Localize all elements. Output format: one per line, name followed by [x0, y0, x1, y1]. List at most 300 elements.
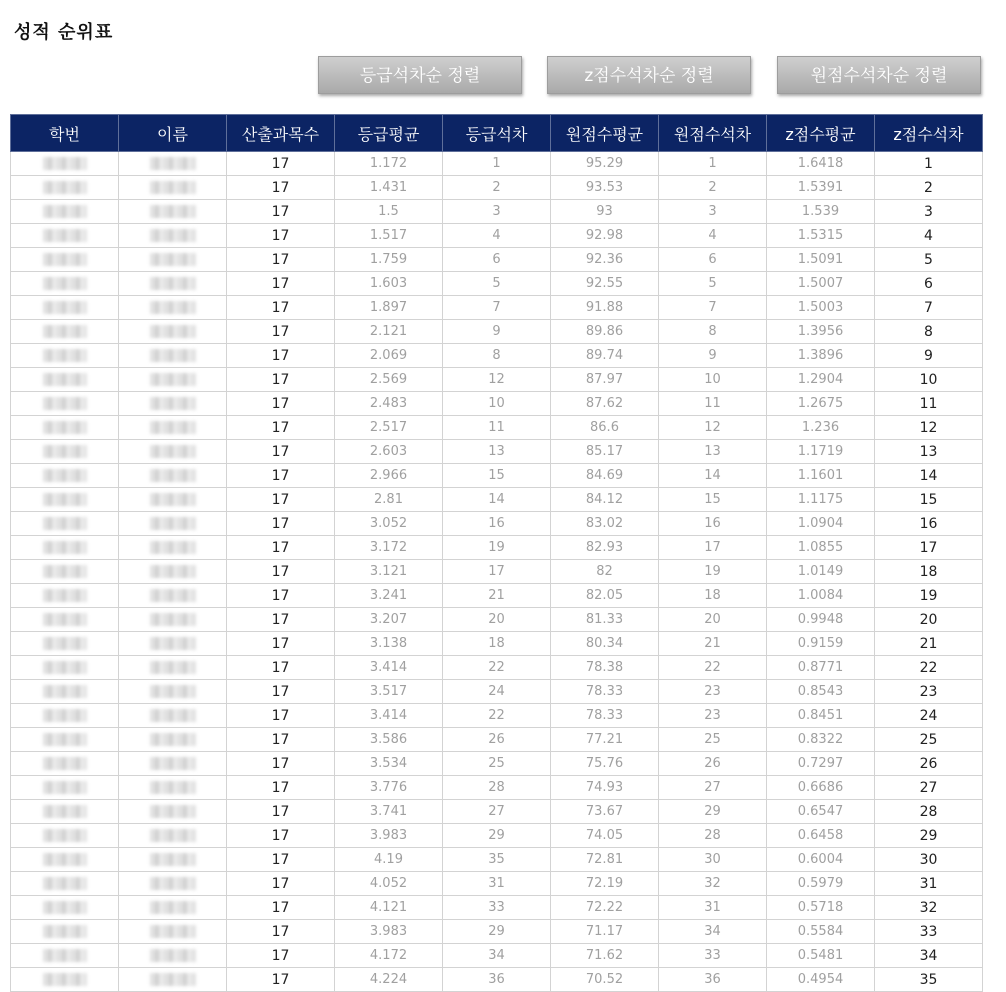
redacted-student-id	[43, 949, 87, 962]
table-row	[11, 536, 983, 560]
redacted-name	[150, 709, 196, 722]
redacted-name	[150, 685, 196, 698]
table-row	[11, 464, 983, 488]
redacted-name	[150, 469, 196, 482]
cell-grade-rank: 1	[443, 152, 551, 176]
cell-name-redacted	[119, 680, 227, 704]
cell-student-id-redacted	[11, 248, 119, 272]
cell-grade-average: 3.207	[335, 608, 443, 632]
cell-raw-average: 80.34	[551, 632, 659, 656]
cell-raw-rank: 23	[659, 704, 767, 728]
header-raw-average: 원점수평균	[551, 115, 659, 152]
redacted-name	[150, 493, 196, 506]
cell-grade-rank: 8	[443, 344, 551, 368]
cell-student-id-redacted	[11, 200, 119, 224]
cell-z-average: 0.5584	[767, 920, 875, 944]
cell-raw-rank: 8	[659, 320, 767, 344]
redacted-student-id	[43, 397, 87, 410]
cell-raw-average: 84.69	[551, 464, 659, 488]
table-row	[11, 416, 983, 440]
redacted-student-id	[43, 925, 87, 938]
cell-raw-average: 82.05	[551, 584, 659, 608]
cell-z-average: 1.0084	[767, 584, 875, 608]
cell-subject-count: 17	[227, 656, 335, 680]
cell-z-average: 0.5979	[767, 872, 875, 896]
cell-raw-average: 92.55	[551, 272, 659, 296]
cell-grade-average: 1.517	[335, 224, 443, 248]
cell-subject-count: 17	[227, 368, 335, 392]
redacted-student-id	[43, 613, 87, 626]
cell-raw-rank: 17	[659, 536, 767, 560]
cell-student-id-redacted	[11, 848, 119, 872]
header-student-id: 학번	[11, 115, 119, 152]
cell-name-redacted	[119, 944, 227, 968]
table-row	[11, 512, 983, 536]
cell-raw-average: 91.88	[551, 296, 659, 320]
cell-z-rank: 32	[875, 896, 983, 920]
cell-grade-rank: 6	[443, 248, 551, 272]
redacted-student-id	[43, 325, 87, 338]
cell-raw-rank: 15	[659, 488, 767, 512]
cell-grade-average: 2.966	[335, 464, 443, 488]
cell-subject-count: 17	[227, 536, 335, 560]
redacted-student-id	[43, 181, 87, 194]
cell-grade-average: 3.241	[335, 584, 443, 608]
cell-subject-count: 17	[227, 896, 335, 920]
cell-grade-average: 2.517	[335, 416, 443, 440]
cell-subject-count: 17	[227, 944, 335, 968]
cell-raw-rank: 19	[659, 560, 767, 584]
redacted-name	[150, 637, 196, 650]
cell-subject-count: 17	[227, 584, 335, 608]
cell-z-average: 1.1719	[767, 440, 875, 464]
cell-raw-rank: 6	[659, 248, 767, 272]
cell-student-id-redacted	[11, 464, 119, 488]
redacted-name	[150, 325, 196, 338]
cell-name-redacted	[119, 608, 227, 632]
cell-grade-average: 2.81	[335, 488, 443, 512]
cell-raw-rank: 26	[659, 752, 767, 776]
table-row	[11, 248, 983, 272]
redacted-student-id	[43, 421, 87, 434]
redacted-name	[150, 589, 196, 602]
redacted-name	[150, 829, 196, 842]
redacted-student-id	[43, 637, 87, 650]
redacted-student-id	[43, 565, 87, 578]
cell-grade-average: 3.586	[335, 728, 443, 752]
header-z-rank: z점수석차	[875, 115, 983, 152]
cell-z-average: 1.236	[767, 416, 875, 440]
table-row	[11, 608, 983, 632]
cell-name-redacted	[119, 272, 227, 296]
cell-subject-count: 17	[227, 872, 335, 896]
cell-name-redacted	[119, 512, 227, 536]
cell-grade-rank: 35	[443, 848, 551, 872]
redacted-student-id	[43, 349, 87, 362]
cell-subject-count: 17	[227, 800, 335, 824]
redacted-student-id	[43, 829, 87, 842]
cell-student-id-redacted	[11, 896, 119, 920]
redacted-student-id	[43, 709, 87, 722]
cell-z-average: 0.9159	[767, 632, 875, 656]
cell-grade-average: 3.776	[335, 776, 443, 800]
cell-raw-average: 87.62	[551, 392, 659, 416]
cell-subject-count: 17	[227, 680, 335, 704]
cell-z-average: 1.5391	[767, 176, 875, 200]
table-row	[11, 344, 983, 368]
cell-student-id-redacted	[11, 704, 119, 728]
cell-z-rank: 24	[875, 704, 983, 728]
cell-grade-rank: 15	[443, 464, 551, 488]
cell-z-average: 0.8543	[767, 680, 875, 704]
cell-z-rank: 28	[875, 800, 983, 824]
cell-raw-rank: 21	[659, 632, 767, 656]
cell-z-rank: 19	[875, 584, 983, 608]
cell-raw-rank: 31	[659, 896, 767, 920]
table-row	[11, 752, 983, 776]
redacted-student-id	[43, 493, 87, 506]
cell-name-redacted	[119, 728, 227, 752]
cell-name-redacted	[119, 320, 227, 344]
cell-grade-rank: 12	[443, 368, 551, 392]
cell-grade-average: 3.534	[335, 752, 443, 776]
table-row	[11, 272, 983, 296]
cell-grade-average: 3.138	[335, 632, 443, 656]
cell-name-redacted	[119, 584, 227, 608]
cell-raw-average: 74.93	[551, 776, 659, 800]
table-row	[11, 680, 983, 704]
cell-raw-average: 71.62	[551, 944, 659, 968]
cell-z-average: 0.5718	[767, 896, 875, 920]
cell-grade-average: 3.052	[335, 512, 443, 536]
cell-raw-average: 85.17	[551, 440, 659, 464]
redacted-student-id	[43, 445, 87, 458]
redacted-student-id	[43, 589, 87, 602]
cell-z-average: 1.1601	[767, 464, 875, 488]
cell-raw-rank: 13	[659, 440, 767, 464]
cell-raw-rank: 34	[659, 920, 767, 944]
cell-grade-average: 2.483	[335, 392, 443, 416]
cell-raw-average: 92.36	[551, 248, 659, 272]
cell-subject-count: 17	[227, 152, 335, 176]
cell-grade-rank: 26	[443, 728, 551, 752]
redacted-name	[150, 301, 196, 314]
redacted-name	[150, 541, 196, 554]
redacted-student-id	[43, 253, 87, 266]
cell-raw-rank: 27	[659, 776, 767, 800]
page-title: 성적 순위표	[14, 22, 114, 43]
table-body	[11, 152, 983, 992]
cell-name-redacted	[119, 200, 227, 224]
cell-subject-count: 17	[227, 824, 335, 848]
cell-subject-count: 17	[227, 272, 335, 296]
cell-raw-rank: 3	[659, 200, 767, 224]
cell-z-rank: 8	[875, 320, 983, 344]
cell-grade-average: 3.983	[335, 920, 443, 944]
cell-z-average: 1.6418	[767, 152, 875, 176]
cell-raw-average: 78.33	[551, 704, 659, 728]
cell-student-id-redacted	[11, 536, 119, 560]
cell-student-id-redacted	[11, 416, 119, 440]
redacted-name	[150, 229, 196, 242]
cell-grade-rank: 21	[443, 584, 551, 608]
cell-grade-average: 1.172	[335, 152, 443, 176]
cell-z-average: 1.5003	[767, 296, 875, 320]
cell-z-rank: 16	[875, 512, 983, 536]
table-row	[11, 704, 983, 728]
redacted-name	[150, 925, 196, 938]
cell-raw-average: 83.02	[551, 512, 659, 536]
cell-z-rank: 25	[875, 728, 983, 752]
redacted-student-id	[43, 469, 87, 482]
redacted-name	[150, 157, 196, 170]
cell-z-rank: 29	[875, 824, 983, 848]
cell-grade-rank: 5	[443, 272, 551, 296]
cell-raw-rank: 25	[659, 728, 767, 752]
cell-grade-average: 2.603	[335, 440, 443, 464]
cell-grade-rank: 25	[443, 752, 551, 776]
cell-subject-count: 17	[227, 632, 335, 656]
cell-grade-rank: 29	[443, 824, 551, 848]
redacted-student-id	[43, 853, 87, 866]
redacted-name	[150, 661, 196, 674]
cell-name-redacted	[119, 920, 227, 944]
cell-name-redacted	[119, 464, 227, 488]
cell-grade-average: 3.121	[335, 560, 443, 584]
cell-grade-average: 2.069	[335, 344, 443, 368]
cell-z-rank: 10	[875, 368, 983, 392]
cell-raw-rank: 29	[659, 800, 767, 824]
cell-raw-rank: 11	[659, 392, 767, 416]
cell-grade-rank: 4	[443, 224, 551, 248]
cell-raw-average: 82	[551, 560, 659, 584]
cell-student-id-redacted	[11, 728, 119, 752]
cell-z-rank: 34	[875, 944, 983, 968]
table-row	[11, 176, 983, 200]
cell-grade-average: 4.19	[335, 848, 443, 872]
cell-name-redacted	[119, 800, 227, 824]
cell-subject-count: 17	[227, 848, 335, 872]
cell-raw-rank: 14	[659, 464, 767, 488]
redacted-name	[150, 181, 196, 194]
cell-name-redacted	[119, 536, 227, 560]
table-row	[11, 392, 983, 416]
cell-student-id-redacted	[11, 872, 119, 896]
table-row	[11, 440, 983, 464]
cell-subject-count: 17	[227, 512, 335, 536]
cell-student-id-redacted	[11, 272, 119, 296]
table-row	[11, 872, 983, 896]
table-row	[11, 200, 983, 224]
redacted-name	[150, 853, 196, 866]
cell-z-average: 1.5007	[767, 272, 875, 296]
cell-student-id-redacted	[11, 584, 119, 608]
table-row	[11, 896, 983, 920]
cell-raw-average: 78.33	[551, 680, 659, 704]
cell-raw-rank: 36	[659, 968, 767, 992]
table-row	[11, 152, 983, 176]
cell-grade-rank: 19	[443, 536, 551, 560]
cell-grade-average: 4.052	[335, 872, 443, 896]
cell-raw-average: 71.17	[551, 920, 659, 944]
table-row	[11, 656, 983, 680]
cell-name-redacted	[119, 560, 227, 584]
redacted-name	[150, 613, 196, 626]
cell-z-average: 1.1175	[767, 488, 875, 512]
cell-z-average: 1.539	[767, 200, 875, 224]
cell-name-redacted	[119, 776, 227, 800]
cell-raw-average: 84.12	[551, 488, 659, 512]
cell-grade-average: 2.121	[335, 320, 443, 344]
cell-raw-rank: 1	[659, 152, 767, 176]
sort-by-raw-rank-button[interactable]: 원점수석차순 정렬	[777, 56, 981, 94]
cell-z-average: 1.0855	[767, 536, 875, 560]
cell-student-id-redacted	[11, 368, 119, 392]
cell-grade-rank: 9	[443, 320, 551, 344]
cell-subject-count: 17	[227, 488, 335, 512]
cell-name-redacted	[119, 344, 227, 368]
cell-z-rank: 7	[875, 296, 983, 320]
cell-student-id-redacted	[11, 560, 119, 584]
cell-student-id-redacted	[11, 176, 119, 200]
table-row	[11, 824, 983, 848]
cell-grade-rank: 20	[443, 608, 551, 632]
cell-name-redacted	[119, 896, 227, 920]
cell-name-redacted	[119, 704, 227, 728]
cell-z-average: 0.7297	[767, 752, 875, 776]
cell-z-rank: 18	[875, 560, 983, 584]
cell-name-redacted	[119, 488, 227, 512]
cell-raw-rank: 9	[659, 344, 767, 368]
cell-subject-count: 17	[227, 608, 335, 632]
cell-grade-rank: 3	[443, 200, 551, 224]
cell-z-average: 1.2904	[767, 368, 875, 392]
cell-raw-rank: 5	[659, 272, 767, 296]
cell-z-average: 0.5481	[767, 944, 875, 968]
redacted-name	[150, 253, 196, 266]
redacted-student-id	[43, 757, 87, 770]
cell-name-redacted	[119, 368, 227, 392]
cell-name-redacted	[119, 392, 227, 416]
cell-raw-average: 86.6	[551, 416, 659, 440]
cell-raw-average: 73.67	[551, 800, 659, 824]
cell-raw-average: 93	[551, 200, 659, 224]
sort-by-z-rank-button[interactable]: z점수석차순 정렬	[547, 56, 751, 94]
table-row	[11, 296, 983, 320]
cell-z-average: 0.6004	[767, 848, 875, 872]
header-grade-average: 등급평균	[335, 115, 443, 152]
cell-z-average: 1.0904	[767, 512, 875, 536]
cell-z-average: 1.5315	[767, 224, 875, 248]
cell-grade-average: 3.414	[335, 704, 443, 728]
redacted-name	[150, 445, 196, 458]
cell-student-id-redacted	[11, 224, 119, 248]
cell-name-redacted	[119, 248, 227, 272]
table-row	[11, 728, 983, 752]
cell-raw-average: 75.76	[551, 752, 659, 776]
cell-grade-average: 1.897	[335, 296, 443, 320]
cell-student-id-redacted	[11, 344, 119, 368]
cell-raw-rank: 12	[659, 416, 767, 440]
cell-raw-average: 89.74	[551, 344, 659, 368]
cell-raw-rank: 7	[659, 296, 767, 320]
cell-subject-count: 17	[227, 200, 335, 224]
cell-subject-count: 17	[227, 224, 335, 248]
cell-student-id-redacted	[11, 488, 119, 512]
cell-z-average: 0.9948	[767, 608, 875, 632]
cell-raw-average: 95.29	[551, 152, 659, 176]
table-row	[11, 632, 983, 656]
cell-grade-rank: 27	[443, 800, 551, 824]
cell-grade-average: 3.172	[335, 536, 443, 560]
cell-subject-count: 17	[227, 320, 335, 344]
cell-z-rank: 12	[875, 416, 983, 440]
cell-grade-average: 1.759	[335, 248, 443, 272]
cell-name-redacted	[119, 296, 227, 320]
cell-subject-count: 17	[227, 464, 335, 488]
cell-z-rank: 31	[875, 872, 983, 896]
cell-z-average: 0.8322	[767, 728, 875, 752]
redacted-student-id	[43, 781, 87, 794]
cell-subject-count: 17	[227, 752, 335, 776]
table-row	[11, 320, 983, 344]
cell-grade-rank: 2	[443, 176, 551, 200]
cell-z-average: 1.2675	[767, 392, 875, 416]
redacted-student-id	[43, 685, 87, 698]
cell-subject-count: 17	[227, 248, 335, 272]
cell-grade-rank: 14	[443, 488, 551, 512]
cell-student-id-redacted	[11, 800, 119, 824]
cell-name-redacted	[119, 824, 227, 848]
cell-raw-average: 72.19	[551, 872, 659, 896]
cell-grade-average: 2.569	[335, 368, 443, 392]
redacted-student-id	[43, 229, 87, 242]
cell-subject-count: 17	[227, 920, 335, 944]
cell-name-redacted	[119, 176, 227, 200]
cell-z-average: 1.0149	[767, 560, 875, 584]
cell-grade-average: 3.983	[335, 824, 443, 848]
cell-z-average: 1.3896	[767, 344, 875, 368]
cell-raw-rank: 2	[659, 176, 767, 200]
cell-name-redacted	[119, 152, 227, 176]
cell-grade-rank: 31	[443, 872, 551, 896]
cell-grade-average: 4.172	[335, 944, 443, 968]
cell-raw-average: 89.86	[551, 320, 659, 344]
redacted-name	[150, 373, 196, 386]
header-subject-count: 산출과목수	[227, 115, 335, 152]
cell-raw-rank: 28	[659, 824, 767, 848]
cell-name-redacted	[119, 752, 227, 776]
redacted-name	[150, 565, 196, 578]
cell-z-rank: 9	[875, 344, 983, 368]
table-row	[11, 488, 983, 512]
sort-by-grade-rank-button[interactable]: 등급석차순 정렬	[318, 56, 522, 94]
table-row	[11, 800, 983, 824]
cell-subject-count: 17	[227, 296, 335, 320]
redacted-name	[150, 205, 196, 218]
cell-student-id-redacted	[11, 656, 119, 680]
table-row	[11, 968, 983, 992]
cell-raw-rank: 20	[659, 608, 767, 632]
cell-name-redacted	[119, 416, 227, 440]
cell-student-id-redacted	[11, 296, 119, 320]
cell-subject-count: 17	[227, 560, 335, 584]
cell-student-id-redacted	[11, 944, 119, 968]
header-name: 이름	[119, 115, 227, 152]
redacted-student-id	[43, 373, 87, 386]
table-row	[11, 776, 983, 800]
cell-subject-count: 17	[227, 968, 335, 992]
